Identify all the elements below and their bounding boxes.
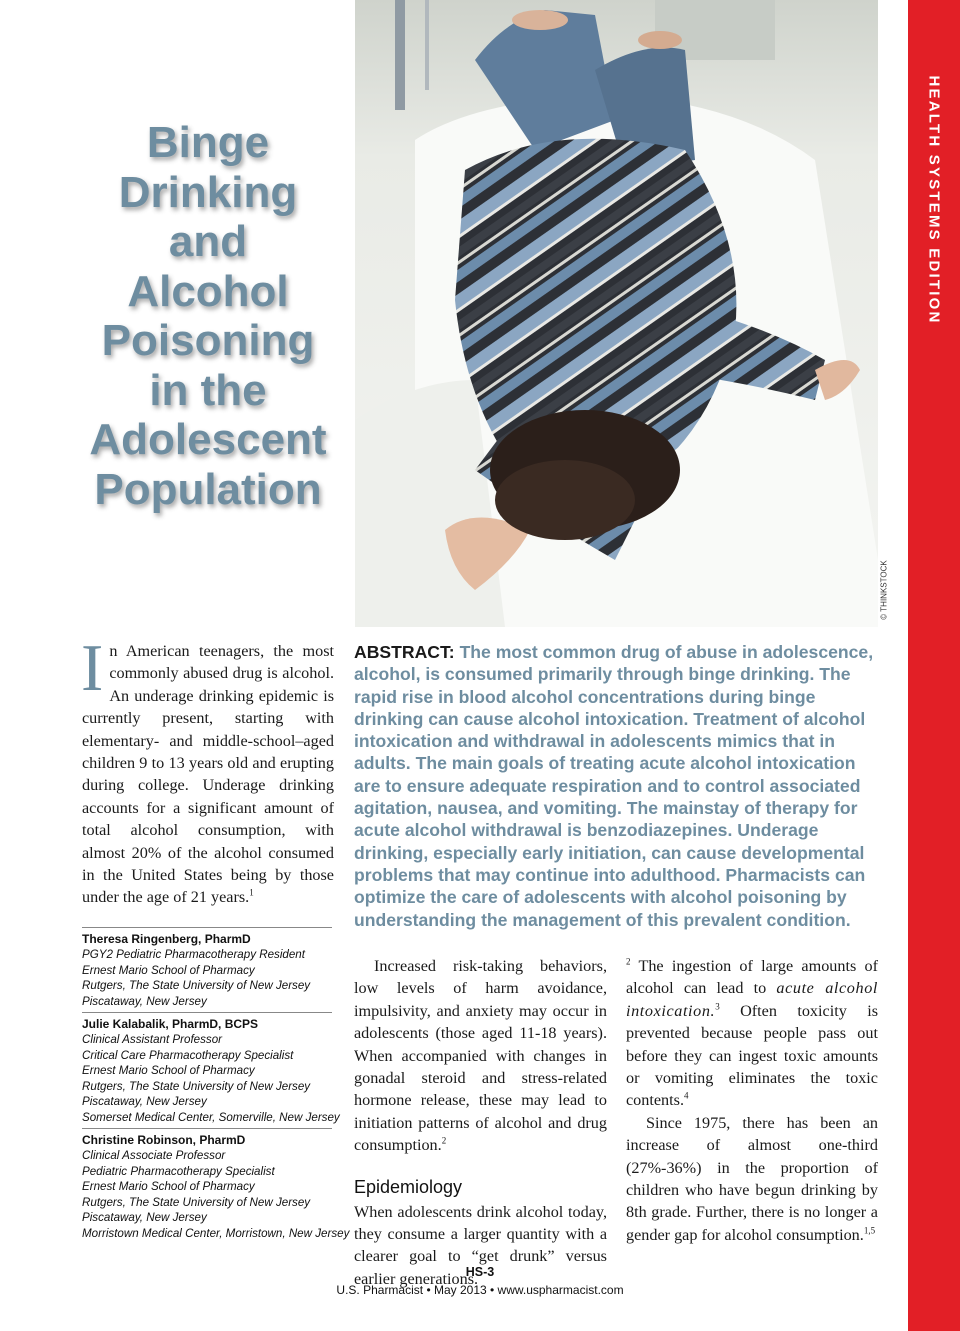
- author-affiliation: Ernest Mario School of Pharmacy: [82, 1064, 255, 1077]
- footnote-ref: 3: [715, 1001, 720, 1012]
- footnote-ref: 2: [441, 1135, 447, 1146]
- emphasized-term: acute alcohol intoxication.: [626, 979, 878, 1020]
- paragraph-text: Increased risk-taking behaviors, low levels of harm avoidance, impulsivity, and anxiety may occur in adolescents (those aged 11-18 years). When accompanied with changes in gonadal steroid and stress-related hormone release, these may lead to initiation patterns of alcohol and drug consumption.: [354, 957, 607, 1155]
- abstract-label: ABSTRACT:: [354, 642, 455, 662]
- title-line: in the: [149, 365, 267, 415]
- title-line: Binge: [146, 118, 270, 167]
- body-paragraph: [626, 955, 878, 1112]
- body-column-right: [626, 955, 878, 1246]
- author-affiliation: Ernest Mario School of Pharmacy: [82, 1180, 255, 1193]
- body-paragraph: [626, 1112, 878, 1246]
- page-number: HS-3: [465, 1265, 495, 1279]
- paragraph-text: When adolescents drink alcohol today, they consume a larger quantity with a clearer goal to “get drunk” versus earlier generations.: [354, 1202, 607, 1288]
- footnote-ref: 1,5: [863, 1225, 876, 1236]
- drop-cap: I: [81, 631, 104, 705]
- cover-photo: [355, 0, 878, 627]
- title-line: and: [168, 217, 248, 266]
- author-affiliation: Clinical Associate Professor: [82, 1149, 226, 1162]
- author-name: Theresa Ringenberg, PharmD: [82, 932, 251, 946]
- edition-label: HEALTH SYSTEMS EDITION: [925, 75, 943, 325]
- body-column-left: [354, 955, 607, 1290]
- author-block: [82, 1128, 350, 1241]
- title-line: Population: [94, 464, 322, 514]
- author-block: [82, 1012, 340, 1125]
- footnote-ref: 2: [626, 956, 631, 967]
- author-affiliation: Piscataway, New Jersey: [82, 1095, 207, 1108]
- section-heading: Epidemiology: [354, 1176, 463, 1197]
- publication-info: U.S. Pharmacist • May 2013 • www.uspharmacist.com: [336, 1283, 624, 1297]
- footnote-ref: 4: [684, 1091, 689, 1102]
- author-affiliation: Clinical Assistant Professor: [82, 1033, 223, 1046]
- body-paragraph: [354, 955, 607, 1157]
- author-affiliation: Somerset Medical Center, Somerville, New Jersey: [82, 1110, 340, 1124]
- paragraph-text: Often toxicity is prevented because people pass out before they can ingest toxic amounts or vomiting eliminates the toxic contents.: [626, 1001, 878, 1110]
- author-block: [82, 927, 332, 1009]
- author-name: Christine Robinson, PharmD: [82, 1133, 246, 1147]
- footnote-ref: 1: [249, 888, 254, 899]
- title-line: Drinking: [118, 167, 298, 217]
- author-affiliation: Critical Care Pharmacotherapy Specialist: [82, 1048, 294, 1062]
- author-affiliation: Pediatric Pharmacotherapy Specialist: [82, 1164, 275, 1178]
- paragraph-text: Since 1975, there has been an increase of almost one-third (27%-36%) in the proportion of children who have begun drinking by 8th grade. Further, there is no longer a gender gap for alcohol consumption.: [626, 1113, 878, 1244]
- author-name: Julie Kalabalik, PharmD, BCPS: [82, 1017, 259, 1031]
- title-line: Poisoning: [101, 316, 315, 365]
- abstract: [354, 641, 882, 931]
- title-line: Adolescent: [89, 415, 327, 464]
- abstract-text: The most common drug of abuse in adolescence, alcohol, is consumed primarily through binge drinking. The rapid rise in blood alcohol concentrations during binge drinking can cause alcohol intoxication. Treatment of alcohol intoxication and withdrawal in adolescents mimics that in adults. The main goals of treating acute alcohol intoxication are to ensure adequate respiration and to control associated agitation, nausea, and vomiting. The mainstay of therapy for acute alcohol withdrawal is benzodiazepines. Underage drinking, especially early initiation, can cause developmental problems that may continue into adulthood. Pharmacists can optimize the care of adolescents with alcohol poisoning by understanding the management of this prevalent condition.: [354, 642, 874, 930]
- intro-text: n American teenagers, the most commonly abused drug is alcohol. An underage drinking epidemic is currently present, starting with elementary- and middle-school–aged children 9 to 13 years old and erupting during college. Underage drinking accounts for a significant amount of total alcohol consumption, with almost 20% of the alcohol consumed in the United States being by those under the age of 21 years.: [82, 642, 334, 907]
- author-affiliation: Morristown Medical Center, Morristown, New Jersey: [82, 1226, 350, 1240]
- intro-paragraph: [81, 631, 334, 909]
- author-list: [82, 927, 350, 1244]
- paragraph-text: The ingestion of large amounts of alcohol can lead to: [626, 957, 878, 998]
- author-affiliation: Piscataway, New Jersey: [82, 1211, 207, 1224]
- author-affiliation: Piscataway, New Jersey: [82, 994, 207, 1008]
- article-title: [62, 118, 354, 514]
- photo-illustration: [355, 0, 878, 627]
- author-affiliation: Rutgers, The State University of New Jersey: [82, 979, 311, 992]
- title-line: Alcohol: [127, 266, 289, 316]
- author-affiliation: Rutgers, The State University of New Jersey: [82, 1079, 311, 1093]
- author-affiliation: Ernest Mario School of Pharmacy: [82, 963, 255, 977]
- author-affiliation: Rutgers, The State University of New Jersey: [82, 1195, 311, 1209]
- photo-credit: © THINKSTOCK: [879, 560, 889, 620]
- author-affiliation: PGY2 Pediatric Pharmacotherapy Resident: [82, 948, 305, 961]
